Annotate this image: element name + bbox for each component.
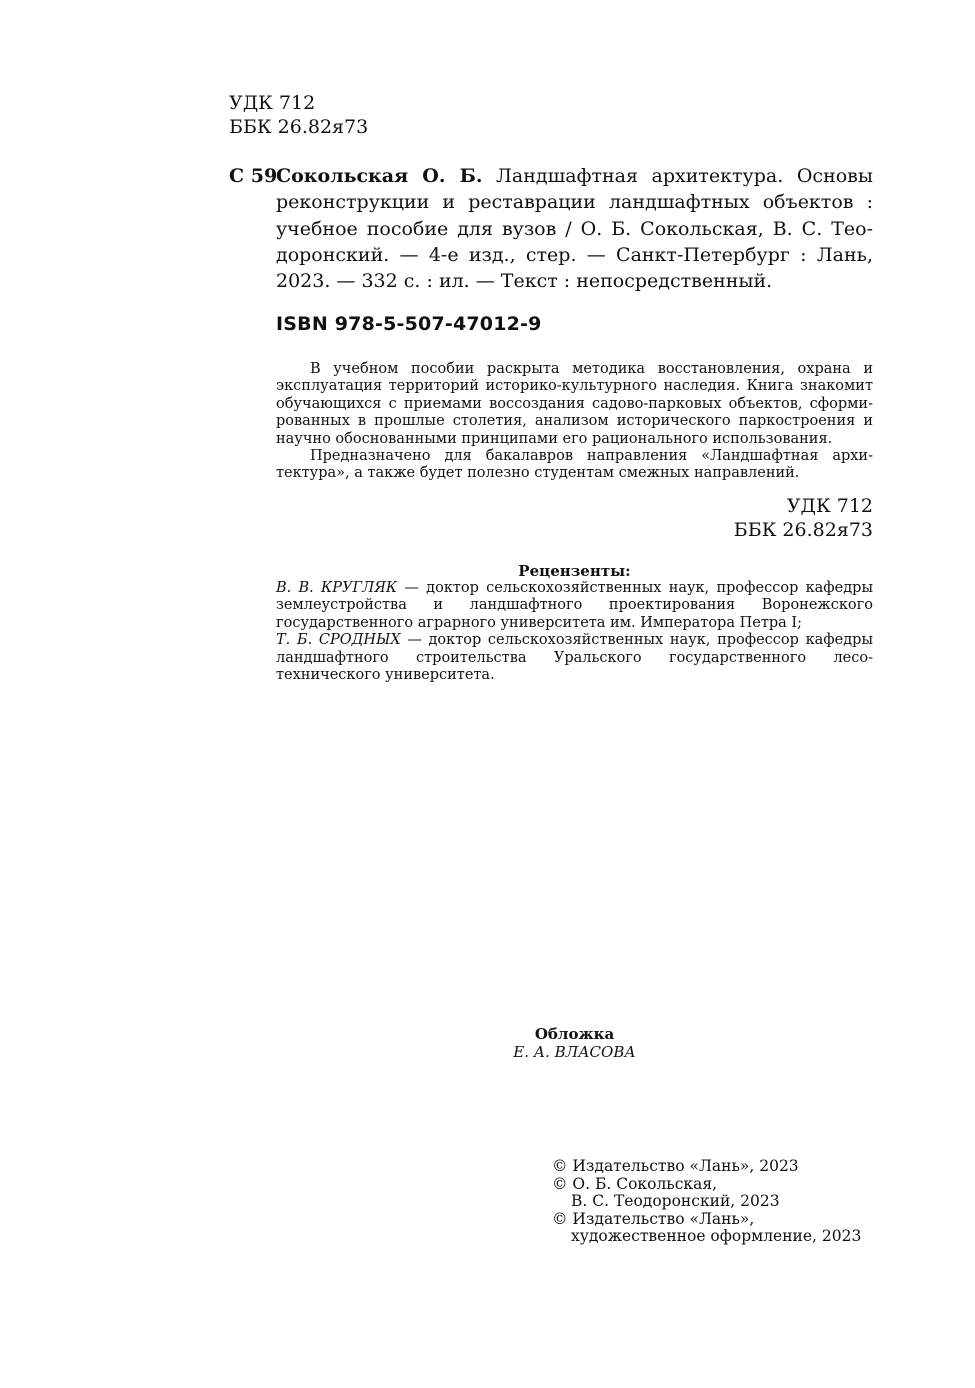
catalog-entry — [276, 163, 873, 294]
cover-credit — [276, 1026, 873, 1061]
annotation-line: научно обоснованными принципами его рационального использования. — [276, 430, 833, 447]
udk-code: УДК 712 — [786, 495, 873, 517]
annotation — [276, 361, 873, 483]
reviewers-list — [276, 580, 873, 684]
reviewer-name: В. В. КРУГЛЯК — [276, 580, 398, 596]
reviewer-line: технического университета. — [276, 667, 495, 684]
udc-bbk-header — [229, 91, 368, 139]
copyright-line: © Издательство «Лань», 2023 — [552, 1157, 799, 1175]
catalog-line: реконструкции и реставрации ландшафтных объектов : — [276, 191, 873, 214]
catalog-line: доронский. — 4-е изд., стер. — Санкт-Петербург : Лань, — [276, 243, 873, 266]
copyright-line: © О. Б. Сокольская, — [552, 1174, 718, 1193]
annotation-line: обучающихся с приемами воссоздания садово-парковых объектов, сформи- — [276, 395, 873, 412]
reviewer-line: землеустройства и ландшафтного проектирования Воронежского — [276, 597, 873, 614]
annotation-line: В учебном пособии раскрыта методика восстановления, охрана и — [310, 361, 873, 377]
catalog-code: С 59 — [229, 165, 278, 187]
reviewer-line: ландшафтного строительства Уральского государственного лесо- — [276, 649, 873, 666]
udc-bbk-footer — [734, 494, 873, 542]
copyright-line: В. С. Теодоронский, 2023 — [571, 1192, 780, 1211]
copyright-line: © Издательство «Лань», — [552, 1209, 755, 1228]
reviewer-line: государственного аграрного университета им. Императора Петра I; — [276, 614, 802, 631]
cover-designer: Е. А. ВЛАСОВА — [513, 1042, 636, 1061]
cover-label: Обложка — [534, 1025, 615, 1043]
annotation-line: эксплуатация территорий историко-культурного наследия. Книга знакомит — [276, 378, 873, 395]
annotation-line: Предназначено для бакалавров направления «Ландшафтная архи- — [310, 448, 873, 465]
reviewers-title: Рецензенты: — [518, 562, 631, 580]
udk-code: УДК 712 — [229, 92, 316, 114]
catalog-line: учебное пособие для вузов / О. Б. Сокольская, В. С. Тео- — [276, 217, 873, 240]
bbk-code: ББК 26.82я73 — [229, 116, 369, 138]
catalog-line: Сокольская О. Б. Ландшафтная архитектура. Основы — [276, 165, 873, 187]
catalog-line: 2023. — 332 с. : ил. — Текст : непосредственный. — [276, 270, 773, 293]
annotation-line: тектура», а также будет полезно студентам смежных направлений. — [276, 465, 800, 482]
isbn: ISBN 978-5-507-47012-9 — [276, 313, 542, 335]
annotation-line: рованных в прошлые столетия, анализом исторического паркостроения и — [276, 413, 873, 430]
reviewer-line: В. В. КРУГЛЯК — доктор сельскохозяйственных наук, профессор кафедры — [276, 580, 873, 596]
reviewer-line: Т. Б. СРОДНЫХ — доктор сельскохозяйственных наук, профессор кафедры — [276, 632, 873, 649]
copyright-line: художественное оформление, 2023 — [571, 1227, 862, 1246]
catalog-author: Сокольская О. Б. — [276, 165, 483, 187]
bbk-code: ББК 26.82я73 — [733, 519, 873, 541]
reviewer-name: Т. Б. СРОДНЫХ — [276, 632, 401, 649]
copyright-block — [552, 1158, 861, 1246]
